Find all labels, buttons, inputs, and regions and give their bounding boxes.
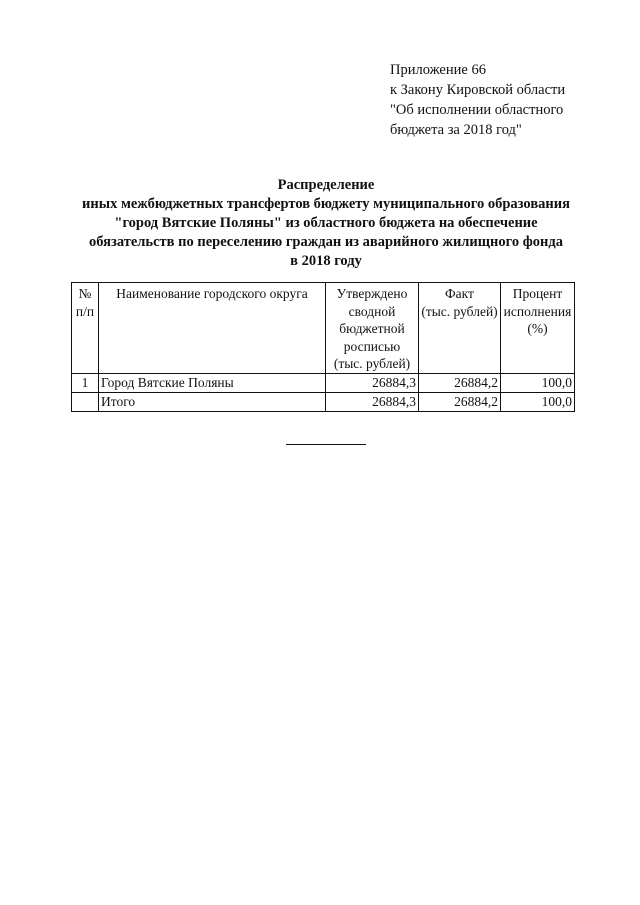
header-text: бюджетной [339, 321, 405, 336]
header-text: сводной [348, 303, 396, 319]
table-row-total [72, 392, 575, 411]
closing-rule [286, 444, 366, 445]
header-text: исполнения [503, 303, 572, 319]
title-line: "город Вятские Поляны" из областного бюджета на обеспечение [114, 215, 538, 231]
row-fact: 26884,2 [419, 392, 501, 411]
title-line: обязательств по переселению граждан из аварийного жилищного фонда [89, 234, 563, 250]
title-line: в 2018 году [290, 253, 362, 269]
row-percent: 100,0 [501, 373, 575, 392]
document-title [40, 176, 612, 271]
row-plan: 26884,3 [326, 392, 419, 411]
header-number [72, 283, 99, 374]
appendix-line: бюджета за 2018 год" [390, 122, 522, 138]
header-name [99, 283, 326, 374]
header-percent [501, 283, 575, 374]
title-line: Распределение [277, 177, 375, 193]
header-plan [326, 283, 419, 374]
row-name: Город Вятские Поляны [99, 373, 326, 392]
header-text: № [78, 286, 92, 301]
title-line: иных межбюджетных трансфертов бюджету муниципального образования [82, 196, 570, 212]
row-percent: 100,0 [501, 392, 575, 411]
row-number: 1 [72, 373, 99, 392]
header-text: Факт [445, 286, 474, 301]
header-text: Утверждено [336, 286, 408, 301]
header-text: росписью [343, 338, 401, 354]
header-text: Наименование городского округа [116, 286, 308, 301]
header-text: Процент [512, 286, 563, 301]
table-row [72, 373, 575, 392]
row-number [72, 392, 99, 411]
row-fact: 26884,2 [419, 373, 501, 392]
header-text: п/п [75, 303, 95, 319]
header-text: (тыс. рублей) [333, 356, 411, 371]
appendix-block [390, 60, 630, 140]
table-header-row [72, 283, 575, 374]
header-text: (тыс. рублей) [421, 303, 498, 319]
header-fact [419, 283, 501, 374]
row-name: Итого [99, 392, 326, 411]
budget-table [71, 282, 575, 412]
row-plan: 26884,3 [326, 373, 419, 392]
header-text: (%) [527, 321, 548, 336]
appendix-line: Приложение 66 [390, 62, 486, 78]
appendix-line: "Об исполнении областного [390, 102, 564, 118]
appendix-line: к Закону Кировской области [390, 82, 566, 98]
